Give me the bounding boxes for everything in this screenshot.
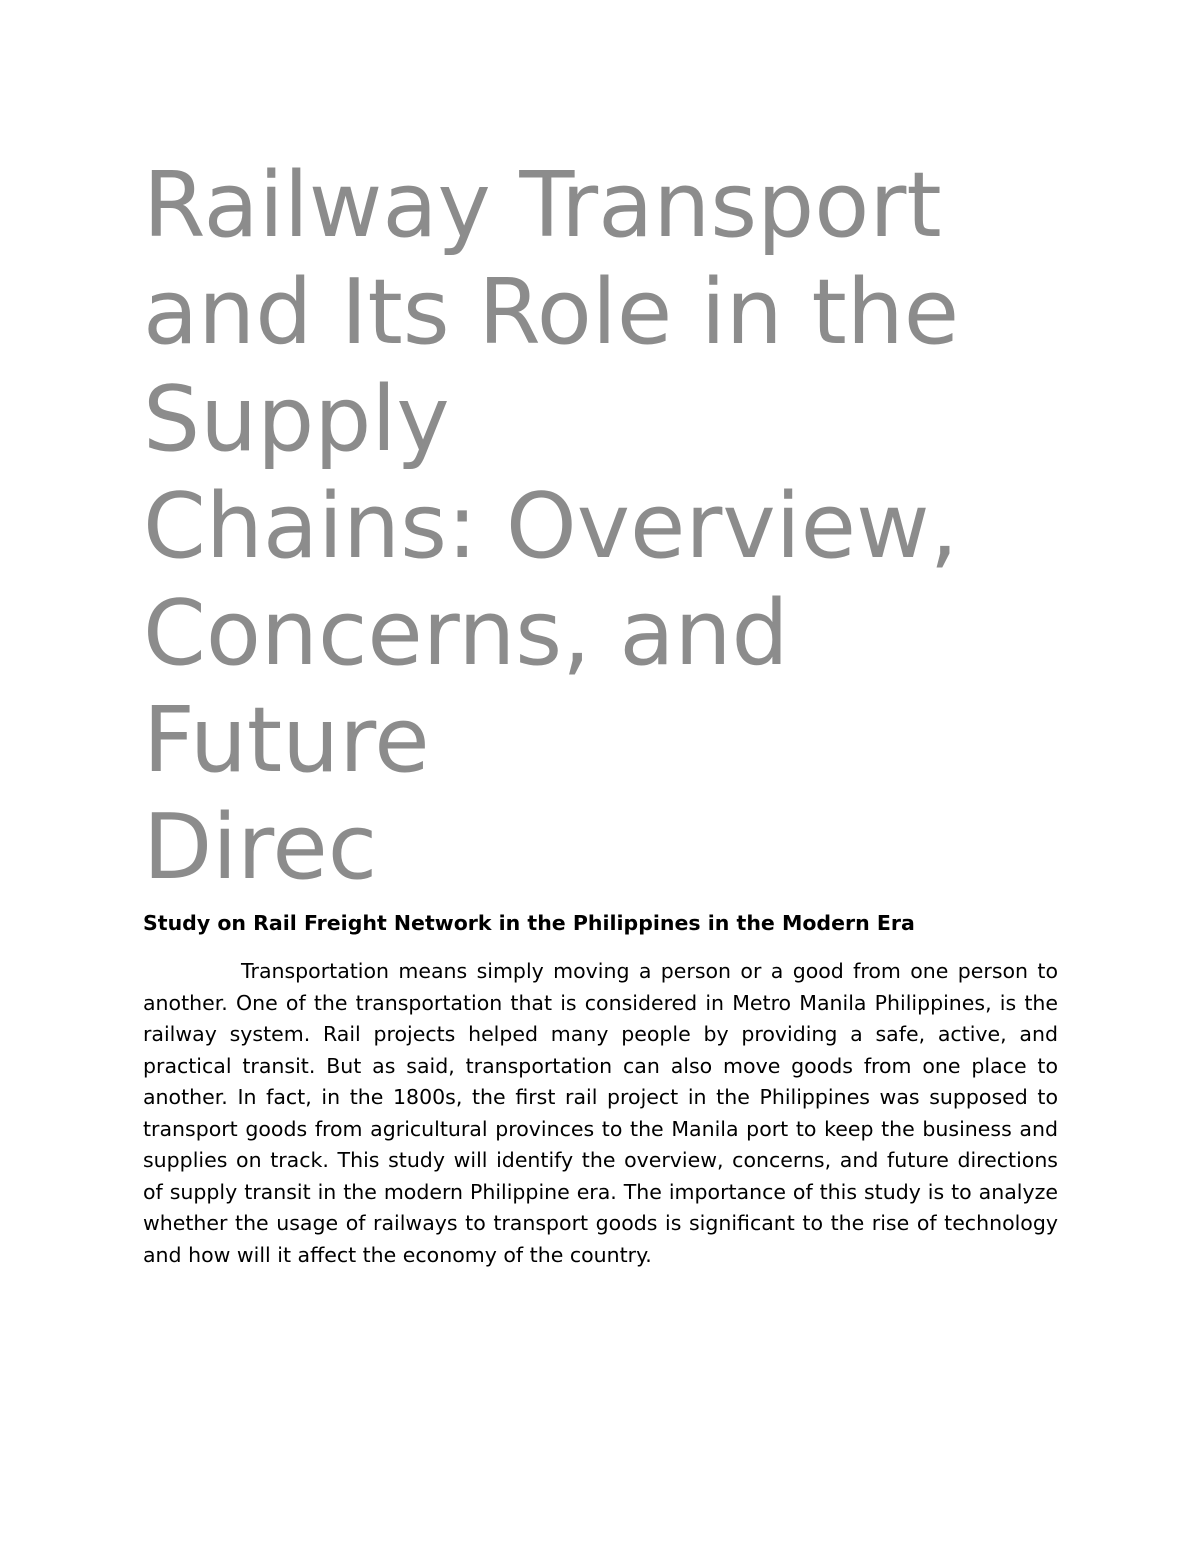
document-subtitle: Study on Rail Freight Network in the Philippines in the Modern Era	[143, 911, 915, 935]
title-line-7: Direc	[143, 795, 378, 900]
title-line-3: Supply	[143, 367, 450, 472]
title-line-5: Concerns, and	[143, 581, 789, 686]
title-line-4: Chains: Overview,	[143, 474, 959, 579]
title-line-6: Future	[143, 688, 430, 793]
title-line-1: Railway Transport	[143, 153, 942, 258]
document-title	[143, 152, 1143, 901]
title-line-2: and Its Role in the	[143, 260, 960, 365]
body-paragraph: Transportation means simply moving a person or a good from one person to another. One of the transportation that is considered in Metro Manila Philippines, is the railway system. Rail projects helped many people by providing a safe, active, and practical transit. But as said, transportation can also move goods from one place to another. In fact, in the 1800s, the first rail project in the Philippines was supposed to transport goods from agricultural provinces to the Manila port to keep the business and supplies on track. This study will identify the overview, concerns, and future directions of supply transit in the modern Philippine era. The importance of this study is to analyze whether the usage of railways to transport goods is significant to the rise of technology and how will it affect the economy of the country.	[143, 959, 1058, 1267]
